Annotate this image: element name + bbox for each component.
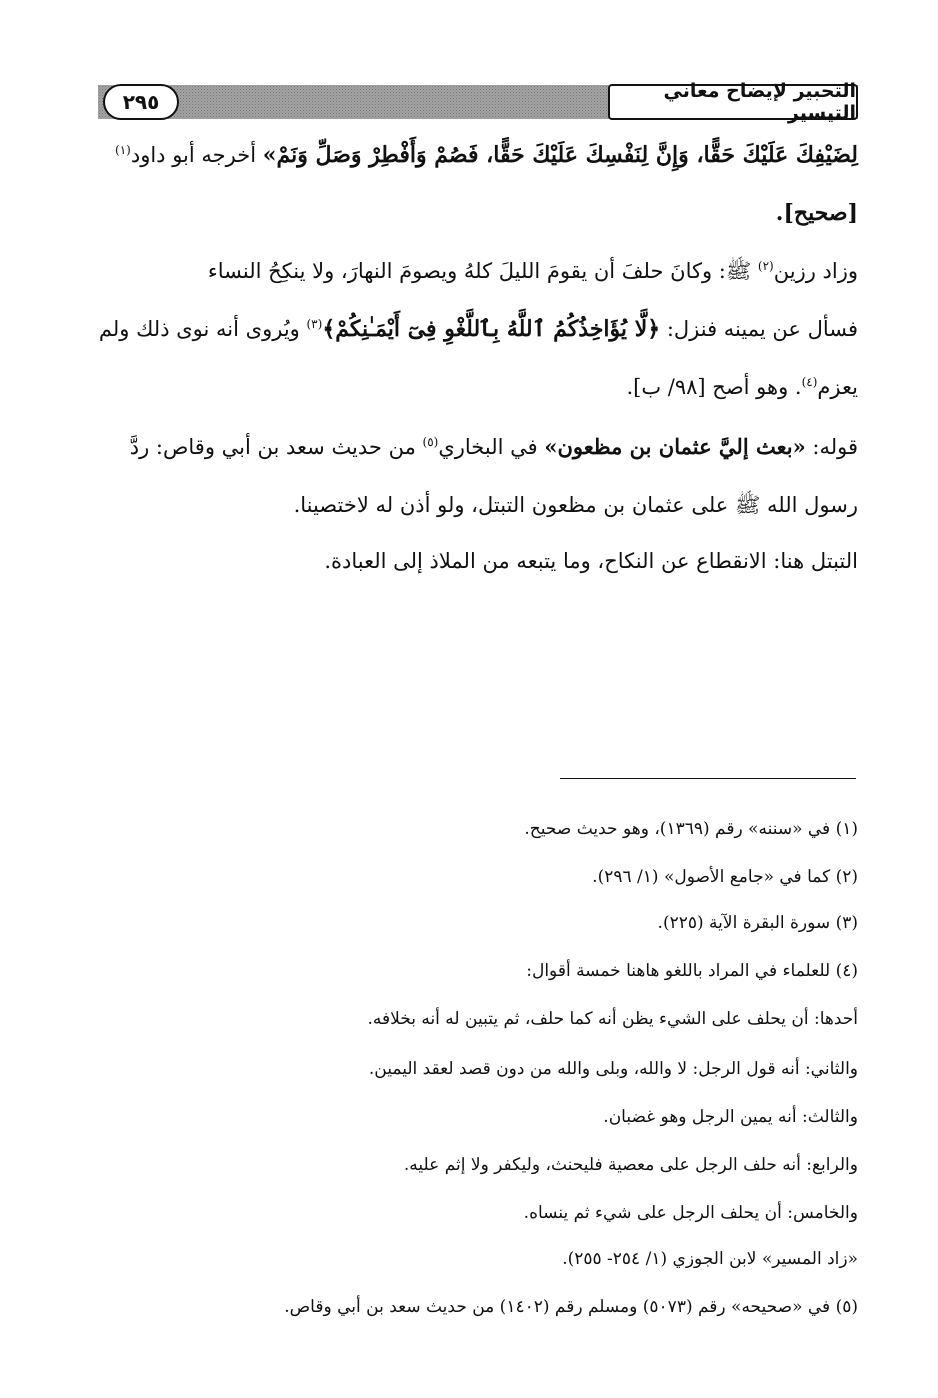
footnote-4-item-2: والثاني: أنه قول الرجل: لا والله، وبلى والله من دون قصد لعقد اليمين.	[368, 1059, 858, 1079]
text-segment: فسأل عن يمينه فنزل:	[660, 317, 858, 341]
text-segment: رسول الله ﷺ على عثمان بن مظعون التبتل، ولو أذن له لاختصينا.	[293, 493, 858, 517]
text-segment: . وهو أصح [٩٨/ ب].	[626, 375, 802, 399]
page-number: ٢٩٥	[122, 90, 160, 114]
text-segment: قوله:	[805, 435, 858, 459]
footnote-1: (١) في «سننه» رقم (١٣٦٩)، وهو حديث صحيح.	[524, 819, 858, 839]
main-line-2	[78, 198, 858, 228]
main-line-8	[78, 546, 858, 576]
hadith-text: لِضَيْفِكَ عَلَيْكَ حَقًّا، وَإِنَّ لِنَفْسِكَ عَلَيْكَ حَقًّا، فَصُمْ وَأَفْطِرْ وَصَلِّ وَنَمْ»	[262, 142, 858, 168]
footnote-separator	[560, 778, 856, 779]
footnote-4-item-1: أحدها: أن يحلف على الشيء يظن أنه كما حلف، ثم يتبين له أنه بخلافه.	[367, 1009, 858, 1029]
text-segment: التبتل هنا: الانقطاع عن النكاح، وما يتبعه من الملاذ إلى العبادة.	[324, 549, 858, 573]
running-title	[608, 80, 858, 124]
main-line-4	[78, 314, 858, 344]
footnote-4-reference: «زاد المسير» لابن الجوزي (١/ ٢٥٤- ٢٥٥).	[562, 1249, 858, 1269]
main-line-7	[78, 490, 858, 520]
footnote-marker-2[interactable]: (٢)	[757, 259, 774, 273]
footnote-marker-5[interactable]: (٥)	[422, 435, 439, 449]
footnote-4: (٤) للعلماء في المراد باللغو هاهنا خمسة أقوال:	[526, 961, 858, 981]
text-segment: من حديث سعد بن أبي وقاص: ردَّ	[129, 435, 423, 459]
footnote-4-item-5: والخامس: أن يحلف الرجل على شيء ثم ينساه.	[523, 1203, 858, 1223]
footnote-3: (٣) سورة البقرة الآية (٢٢٥).	[657, 913, 858, 933]
text-segment: ﷺ: وكانَ حلفَ أن يقومَ الليلَ كلهُ ويصومَ النهارَ، ولا ينكِحُ النساء	[207, 259, 758, 283]
main-line-5	[78, 372, 858, 402]
main-line-6	[78, 432, 858, 462]
main-line-3	[78, 256, 858, 286]
main-line-1	[78, 140, 858, 170]
footnote-4-item-3: والثالث: أنه يمين الرجل وهو غضبان.	[603, 1107, 858, 1127]
text-segment: في البخاري	[438, 435, 545, 459]
footnote-marker-4[interactable]: (٤)	[801, 375, 818, 389]
footnote-2: (٢) كما في «جامع الأصول» (١/ ٢٩٦).	[592, 867, 858, 887]
source-text: أخرجه أبو داود	[130, 143, 263, 167]
footnote-marker-3[interactable]: (٣)	[306, 317, 323, 331]
text-segment: وزاد رزين	[773, 259, 858, 283]
quran-verse: ﴿لَّا يُؤَاخِذُكُمُ ٱللَّهُ بِٱللَّغْوِ فِىٓ أَيْمَـٰنِكُمْ﴾	[322, 316, 661, 342]
quoted-phrase: «بعث إليَّ عثمان بن مظعون»	[544, 434, 806, 459]
footnote-marker-1[interactable]: (١)	[115, 143, 131, 157]
footnote-4-item-4: والرابع: أنه حلف الرجل على معصية فليحنث، وليكفر ولا إثم عليه.	[403, 1155, 858, 1175]
page-number-badge	[103, 84, 179, 120]
text-segment: ويُروى أنه نوى ذلك ولم	[98, 317, 307, 341]
book-title: التحبير لإيضاح معاني التيسير	[663, 80, 856, 124]
footnote-5: (٥) في «صحيحه» رقم (٥٠٧٣) ومسلم رقم (١٤٠٢) من حديث سعد بن أبي وقاص.	[284, 1297, 858, 1317]
grading-label: [صحيح].	[775, 200, 858, 226]
text-segment: يعزم	[817, 375, 858, 399]
